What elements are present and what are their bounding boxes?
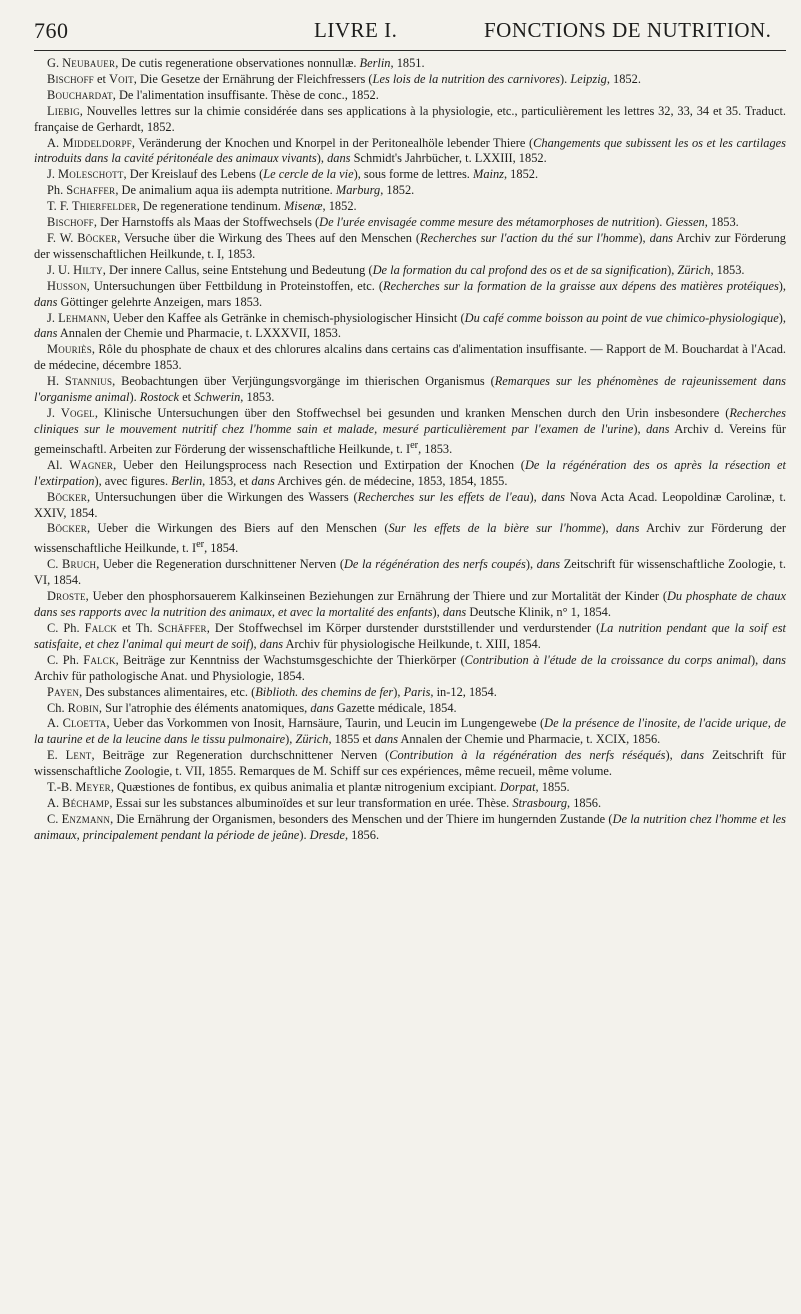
author-name: Bouchardat (47, 87, 113, 102)
entry-text: Archiv für physiologische Heilkunde, t. XIII, 1854. (283, 636, 541, 651)
italic-text: Changements que subissent les os et les cartilages introduits dans la cavité péritonéale des animaux vivants (34, 135, 787, 166)
entry-text: , 1853, et (202, 473, 252, 488)
bibliography-entry (34, 136, 786, 168)
entry-text: Annalen der Chemie und Pharmacie, t. XCIX, 1856. (398, 732, 661, 747)
author-name: Schaffer (66, 183, 116, 198)
italic-text: Du phosphate de chaux dans ses rapports avec la nutrition des animaux, et avec la mortalité des enfants (34, 589, 786, 620)
entry-text: , 1855 et (328, 732, 375, 747)
author-name: Bruch (61, 557, 97, 572)
author-name: Liebig (47, 103, 80, 118)
entry-text: Zeitschrift für wissenschaftliche Zoologie, t. VI, 1854. (34, 557, 786, 588)
author-name: Enzmann (61, 811, 111, 826)
italic-text: De la nutrition chez l'homme et les animaux, principalement pendant la période de jeûne (34, 811, 786, 842)
bibliography-entry (34, 685, 786, 701)
entry-text: , Der Stoffwechsel im Körper durstender durststillender und verdurstender ( (206, 620, 601, 635)
bibliography-entry (34, 56, 786, 72)
entry-text: et (179, 390, 195, 405)
running-head (34, 18, 784, 46)
entry-text: , Beiträge zur Regeneration durchschnittener Nerven ( (91, 748, 390, 763)
entry-text: Zeitschrift für wissenschaftliche Zoologie, t. VII, 1855. Remarques de M. Schiff sur ces expériences, même recueil, même volume. (34, 748, 787, 779)
entry-text: ). (299, 827, 310, 842)
bibliography-entry (34, 199, 786, 215)
italic-text: dans (536, 557, 561, 572)
italic-text: De la formation du cal profond des os et de sa signification (372, 262, 668, 277)
entry-text: , Klinische Untersuchungen über den Stoffwechsel bei gesunden und kranken Menschen durch den Urin insbesondere ( (94, 405, 730, 420)
entry-text: et Th. (117, 620, 158, 635)
author-name: Vogel (60, 405, 95, 420)
bibliography-entry (34, 812, 786, 844)
entry-text: ), (393, 684, 404, 699)
italic-text: dans (680, 748, 705, 763)
entry-text: ), (432, 605, 443, 620)
entry-text: 1851. (393, 56, 425, 70)
italic-text: Berlin, (359, 56, 394, 70)
entry-text: , 1856. (567, 795, 602, 810)
entry-text: , 1852. (503, 167, 539, 182)
header-rule (34, 50, 786, 51)
entry-text: A. (47, 716, 63, 731)
author-name: Neubauer (62, 56, 116, 70)
italic-text: Contribution à l'étude de la croissance du corps animal (464, 652, 751, 667)
entry-text: , 1853. (710, 262, 745, 277)
entry-text: , in-12, 1854. (430, 684, 497, 699)
entry-text: Annalen der Chemie und Pharmacie, t. LXXXVII, 1853. (57, 326, 341, 341)
entry-text: F. W. (47, 230, 78, 245)
author-name: Bischoff (47, 71, 94, 86)
bibliography-entry (34, 589, 786, 621)
entry-text: A. (47, 795, 63, 810)
entry-text: , 1852. (380, 183, 415, 198)
author-name: Lehmann (58, 310, 107, 325)
bibliography-entry (34, 780, 786, 796)
entry-text: , 1856. (344, 827, 380, 842)
entry-text: , Ueber die Regeneration durschnittener Nerven ( (96, 557, 344, 572)
italic-text: Rostock (139, 390, 180, 405)
author-name: Mouriès (47, 342, 92, 357)
entry-text: ). (129, 390, 140, 405)
author-name: Husson (47, 278, 87, 293)
entry-text: , Ueber die Wirkungen des Biers auf den Menschen ( (86, 521, 389, 536)
bibliography-entry (34, 406, 786, 458)
italic-text: Marburg (335, 183, 381, 198)
entry-text: Archives gén. de médecine, 1853, 1854, 1855. (274, 473, 508, 488)
entry-text: Archiv für pathologische Anat. und Physiologie, 1854. (34, 668, 305, 683)
entry-text: ), (638, 230, 650, 245)
entry-text: , 1853. (418, 441, 453, 456)
author-name: Meyer (75, 780, 111, 795)
entry-text: , 1853. (704, 215, 739, 230)
entry-text: J. (47, 405, 61, 420)
italic-text: Biblioth. des chemins de fer (255, 684, 394, 699)
italic-text: dans (327, 151, 351, 166)
entry-text: , 1854. (204, 541, 239, 556)
entry-text: , Versuche über die Wirkung des Thees auf den Menschen ( (117, 230, 421, 245)
italic-text: dans (310, 700, 334, 715)
entry-text: , Der Harnstoffs als Maas der Stoffwechsels ( (93, 215, 320, 230)
entry-text: T. F. (47, 199, 72, 214)
entry-text: C. Ph. (47, 652, 84, 667)
italic-text: dans (259, 636, 284, 651)
entry-text: , Der Kreislauf des Lebens ( (123, 167, 264, 182)
italic-text: Les lois de la nutrition des carnivores (372, 71, 561, 86)
bibliography-entry (34, 88, 786, 104)
entry-text: Archiv zur Förderung der wissenschaftliche Heilkunde, t. I (34, 521, 786, 556)
entry-text: , De cutis regeneratione observationes nonnullæ. (115, 56, 360, 70)
entry-text: C. Ph. (47, 620, 85, 635)
bibliography-entry (34, 701, 786, 717)
entry-text: , Essai sur les substances albuminoïdes et sur leur transformation en urée. Thèse. (109, 795, 513, 810)
bibliography-entry (34, 279, 786, 311)
author-name: Stannius (64, 374, 113, 389)
bibliography-entry (34, 458, 786, 490)
author-name: Middeldorpf (62, 135, 132, 150)
entry-text: , Nouvelles lettres sur la chimie considérée dans ses applications à la physiologie, etc., particulièrement les lettres 32, 33, 34 et 35. Traduct. française de Gerhardt, 1852. (34, 103, 786, 134)
entry-text: Archiv zur Förderung der wissenschaftlichen Heilkunde, t. I, 1853. (34, 230, 786, 261)
entry-text: J. U. (47, 262, 74, 277)
italic-text: dans (541, 489, 565, 504)
author-name: Droste (47, 589, 86, 604)
italic-text: Recherches sur la formation de la graisse aux dépens des matières protéiques (383, 278, 779, 293)
entry-text: , Veränderung der Knochen und Knorpel in der Peritonealhöle lebender Thiere ( (131, 135, 534, 150)
italic-text: dans (34, 326, 58, 341)
entry-text: Al. (47, 457, 70, 472)
author-name: Voit (109, 71, 134, 86)
bibliography-entry (34, 621, 786, 653)
entry-text: ), (750, 652, 763, 667)
italic-text: Berlin (171, 473, 203, 488)
bibliography-entry (34, 521, 786, 557)
author-name: Böcker (47, 521, 87, 536)
entry-text: C. (47, 557, 62, 572)
author-name: Böcker (77, 230, 118, 245)
author-name: Moleschott (58, 167, 124, 182)
italic-text: De l'urée envisagée comme mesure des métamorphoses de nutrition (319, 215, 656, 230)
bibliography-list (34, 56, 786, 844)
italic-text: Recherches sur les effets de l'eau (357, 489, 530, 504)
entry-text: , De regeneratione tendinum. (136, 199, 284, 214)
entry-text: H. (47, 374, 65, 389)
entry-text: Gazette médicale, 1854. (333, 700, 457, 715)
bibliography-entry (34, 653, 786, 685)
entry-text: , Untersuchungen über Fettbildung in Proteinstoffen, etc. ( (86, 278, 383, 293)
bibliography-entry (34, 231, 786, 263)
entry-text: ), (249, 636, 260, 651)
italic-text: Remarques sur les phénomènes de rajeunissement dans l'organisme animal (34, 374, 786, 405)
bibliography-entry (34, 167, 786, 183)
italic-text: Mainz (473, 167, 504, 182)
entry-text: Archiv d. Vereins für gemeinschaftl. Arbeiten zur Förderung der wissenschaftliche Heilkunde, t. I (34, 421, 786, 456)
entry-text: ). (655, 215, 666, 230)
entry-text: , 1852. (606, 71, 641, 86)
entry-text: Ph. (47, 183, 67, 198)
part-title: LIVRE I. (314, 18, 398, 42)
bibliography-entry (34, 490, 786, 522)
author-name: Böcker (47, 489, 87, 504)
author-name: Béchamp (62, 795, 110, 810)
italic-text: Zürich (295, 732, 329, 747)
entry-text: , Der innere Callus, seine Entstehung und Bedeutung ( (102, 262, 373, 277)
bibliography-entry (34, 557, 786, 589)
entry-text: , 1852. (322, 199, 357, 214)
entry-text: , Ueber den Kaffee als Getränke in chemisch-physiologischer Hinsicht ( (106, 310, 465, 325)
entry-text: J. (47, 167, 59, 182)
entry-text: , Ueber den Heilungsprocess nach Resection und Extirpation der Knochen ( (113, 457, 525, 472)
author-name: Robin (67, 700, 99, 715)
entry-text: ), (633, 421, 647, 436)
entry-text: C. (47, 811, 62, 826)
entry-text: , De l'alimentation insuffisante. Thèse de conc., 1852. (112, 87, 379, 102)
italic-text: Sur les effets de la bière sur l'homme (388, 521, 602, 536)
entry-text: , Die Ernährung der Organismen, besonders des Menschen und der Thiere im hungernden Zustande ( (110, 811, 613, 826)
italic-text: De la présence de l'inosite, de l'acide urique, de la taurine et de la leucine dans le tissu pulmonaire (34, 716, 786, 747)
entry-text: ). (560, 71, 571, 86)
entry-text: T.-B. (47, 780, 76, 795)
entry-text: , Ueber den phosphorsauerem Kalkinseinen Beziehungen zur Ernährung der Thiere und zur Mortalität der Kinder ( (85, 589, 667, 604)
author-name: Thierfelder (71, 199, 137, 214)
italic-text: dans (762, 652, 786, 667)
entry-text: ), (285, 732, 296, 747)
entry-text: , 1855. (535, 780, 570, 795)
bibliography-entry (34, 374, 786, 406)
italic-text: Le cercle de la vie (263, 167, 354, 182)
italic-text: Recherches sur l'action du thé sur l'homme (420, 230, 639, 245)
page-number: 760 (34, 18, 69, 43)
italic-text: Recherches cliniques sur le mouvement nutritif chez l'homme sain et malade, mesuré particulièrement par l'examen de l'urine (34, 405, 786, 436)
entry-text: , Untersuchungen über die Wirkungen des Wassers ( (86, 489, 358, 504)
bibliography-entry (34, 796, 786, 812)
chapter-title: FONCTIONS DE NUTRITION. (484, 18, 772, 42)
italic-text: Du café comme boisson au point de vue chimico-physiologique (464, 310, 779, 325)
italic-text: Zürich (677, 262, 711, 277)
entry-text: Göttinger gelehrte Anzeigen, mars 1853. (57, 294, 263, 309)
italic-text: dans (616, 521, 640, 536)
entry-text: ), (529, 489, 542, 504)
entry-text: , Quæstiones de fontibus, ex quibus animalia et plantæ nitrogenium excipiant. (110, 780, 500, 795)
italic-text: Strasbourg (512, 795, 568, 810)
author-name: Payen (47, 684, 80, 699)
author-name: Wagner (69, 457, 114, 472)
italic-text: Paris (403, 684, 431, 699)
entry-text: , Beobachtungen über Verjüngungsvorgänge im thierischen Organismus ( (112, 374, 495, 389)
italic-text: Giessen (665, 215, 705, 230)
bibliography-entry (34, 342, 786, 374)
italic-text: Dresde (309, 827, 345, 842)
entry-text: E. (47, 748, 66, 763)
italic-text: dans (649, 230, 674, 245)
bibliography-entry (34, 263, 786, 279)
entry-text: A. (47, 135, 63, 150)
entry-text: , Rôle du phosphate de chaux et des chlorures alcalins dans certains cas d'alimentation insuffisante. — Rapport de M. Bouchardat à l'Acad. de médecine, décembre 1853. (34, 342, 786, 373)
entry-text: ), avec figures. (94, 473, 172, 488)
author-name: Cloetta (62, 716, 107, 731)
italic-text: dans (442, 605, 467, 620)
entry-text: ), (525, 557, 537, 572)
bibliography-entry (34, 183, 786, 199)
entry-text: er (410, 439, 419, 451)
author-name: Falck (83, 652, 116, 667)
italic-text: De la régénération des os après la résection et l'extirpation (34, 457, 786, 488)
entry-text: , Beiträge zur Kenntniss der Wachstumsgeschichte der Thierkörper ( (115, 652, 465, 667)
bibliography-entry (34, 215, 786, 231)
entry-text: et (93, 71, 110, 86)
entry-text: Schmidt's Jahrbücher, t. LXXIII, 1852. (350, 151, 547, 166)
bibliography-entry (34, 72, 786, 88)
entry-text: ), (667, 262, 678, 277)
entry-text: , 1853. (240, 390, 275, 405)
bibliography-entry (34, 716, 786, 748)
entry-text: Deutsche Klinik, n° 1, 1854. (466, 605, 611, 620)
italic-text: dans (646, 421, 670, 436)
italic-text: dans (374, 732, 399, 747)
entry-text: ), (316, 151, 328, 166)
entry-text: Nova Acta Acad. Leopoldinæ Carolinæ, t. XXIV, 1854. (34, 489, 786, 520)
entry-text: G. (47, 56, 63, 70)
entry-text: , Die Gesetze der Ernährung der Fleichfressers ( (133, 71, 373, 86)
author-name: Lent (65, 748, 92, 763)
italic-text: Dorpat (499, 780, 536, 795)
italic-text: Leipzig (570, 71, 607, 86)
bibliography-entry (34, 748, 786, 780)
italic-text: Contribution à la régénération des nerfs réséqués (389, 748, 666, 763)
bibliography-entry (34, 104, 786, 136)
author-name: Falck (84, 620, 117, 635)
entry-text: , De animalium aqua iis adempta nutritione. (115, 183, 336, 198)
entry-text: ), (778, 310, 786, 325)
entry-text: ), (778, 278, 786, 293)
italic-text: Misenæ (283, 199, 323, 214)
italic-text: dans (251, 473, 275, 488)
entry-text: ), (665, 748, 681, 763)
entry-text: Ch. (47, 700, 68, 715)
italic-text: La nutrition pendant que la soif est satisfaite, et chez l'animal qui meurt de soif (34, 620, 787, 651)
entry-text: , Sur l'atrophie des éléments anatomiques, (98, 700, 311, 715)
italic-text: dans (34, 294, 58, 309)
entry-text: J. (47, 310, 59, 325)
entry-text: , Ueber das Vorkommen von Inosit, Harnsäure, Taurin, und Leucin im Lungengewebe ( (106, 716, 545, 731)
entry-text: , Des substances alimentaires, etc. ( (79, 684, 256, 699)
italic-text: De la régénération des nerfs coupés (343, 557, 526, 572)
bibliography-entry (34, 311, 786, 343)
entry-text: ), sous forme de lettres. (353, 167, 473, 182)
italic-text: Schwerin (194, 390, 241, 405)
entry-text: ), (601, 521, 617, 536)
entry-text: er (196, 539, 205, 551)
author-name: Schäffer (157, 620, 207, 635)
author-name: Hilty (73, 262, 103, 277)
author-name: Bischoff (47, 215, 94, 230)
